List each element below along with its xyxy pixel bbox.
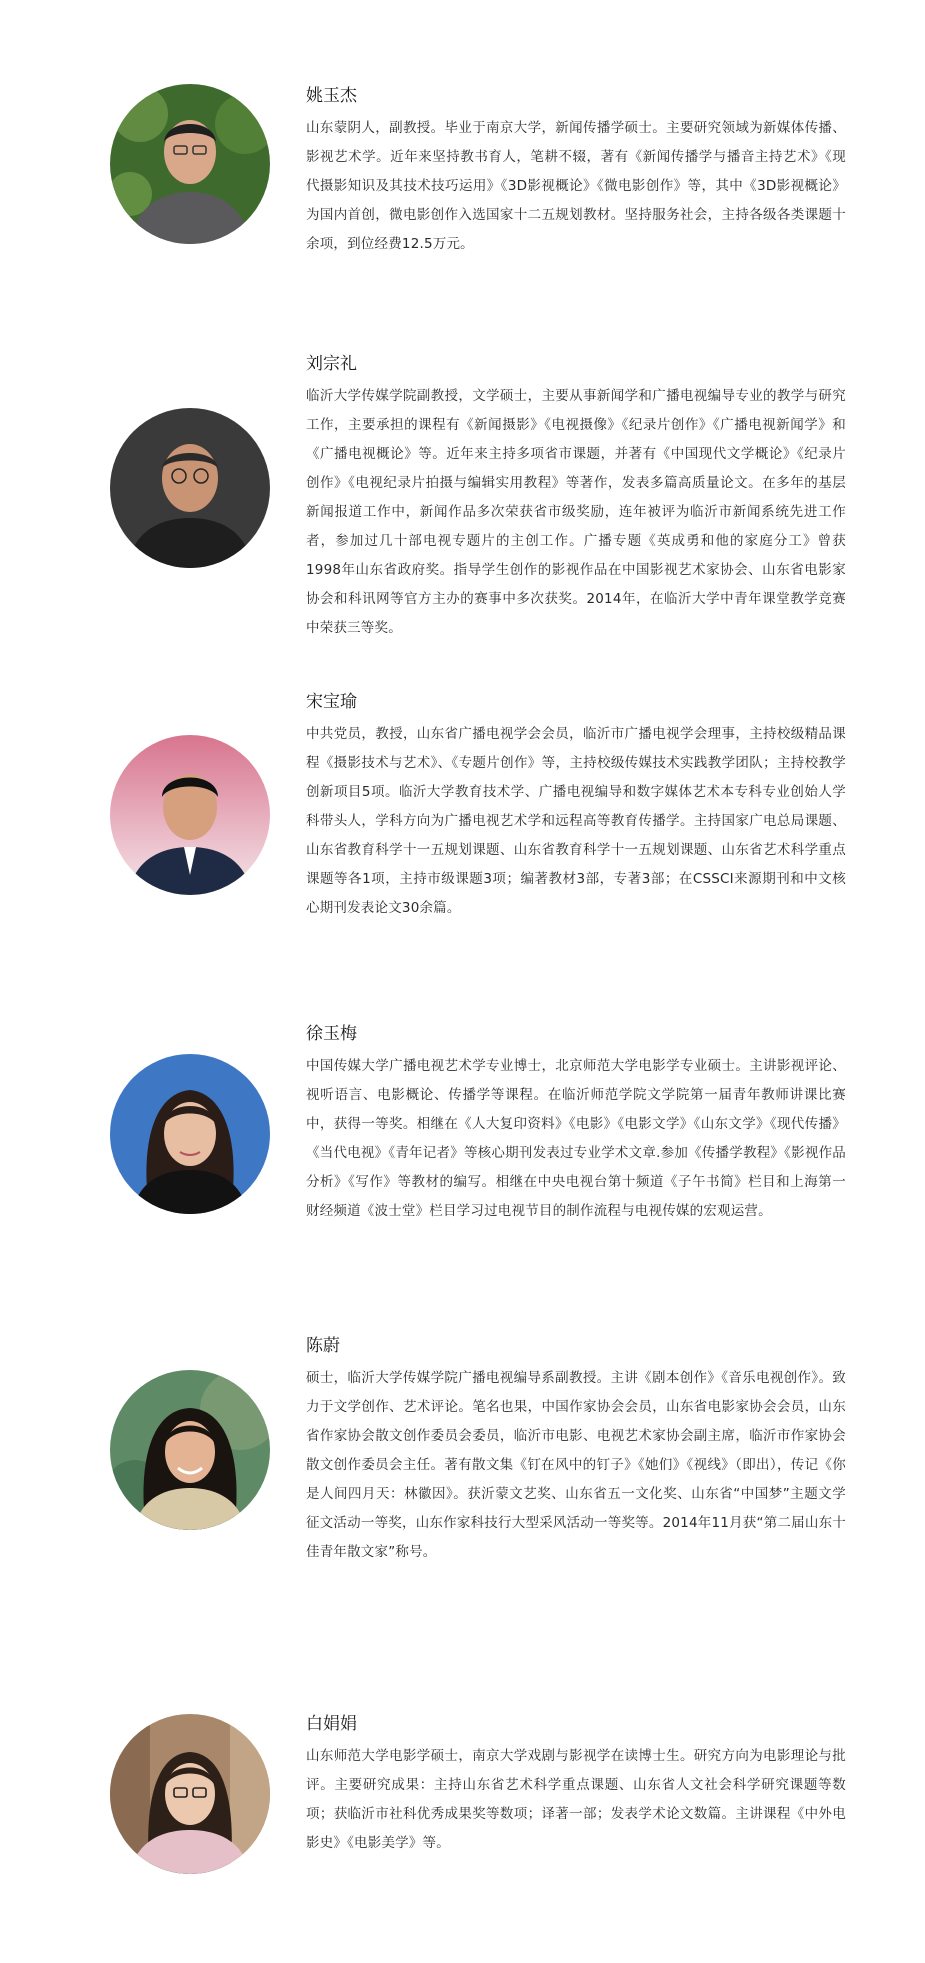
profile-bio: 硕士，临沂大学传媒学院广播电视编导系副教授。主讲《剧本创作》《音乐电视创作》。致力于文学创作、艺术评论。笔名也果，中国作家协会会员，山东省电影家协会会员，山东省作家协会散文创作委员会委员，临沂市电影、电视艺术家协会副主席，临沂市作家协会散文创作委员会主任。著有散文集《钉在风中的钉子》《她们》《视线》（即出），传记《你是人间四月天：林徽因》。获沂蒙文艺奖、山东省五一文化奖、山东省“中国梦”主题文学征文活动一等奖，山东作家科技行大型采风活动一等奖等。2014年11月获“第二届山东十佳青年散文家”称号。 (306, 1370, 846, 1560)
profile-bio: 中国传媒大学广播电视艺术学专业博士，北京师范大学电影学专业硕士。主讲影视评论、视听语言、电影概论、传播学等课程。在临沂师范学院文学院第一届青年教师讲课比赛中，获得一等奖。相继在《人大复印资料》《电影》《电影文学》《山东文学》《现代传播》《当代电视》《青年记者》等核心期刊发表过专业学术文章.参加《传播学教程》《影视作品分析》《写作》等教材的编写。相继在中央电视台第十频道《子午书简》栏目和上海第一财经频道《波士堂》栏目学习过电视节目的制作流程与电视传媒的宏观运营。 (306, 1058, 846, 1219)
person-portrait-icon (110, 735, 270, 895)
person-portrait-icon (110, 1714, 270, 1874)
profile-bio: 山东师范大学电影学硕士，南京大学戏剧与影视学在读博士生。研究方向为电影理论与批评。主要研究成果：主持山东省艺术科学重点课题、山东省人文社会科学研究课题等数项；获临沂市社科优秀成果奖等数项；译著一部；发表学术论文数篇。主讲课程《中外电影史》《电影美学》等。 (306, 1748, 846, 1851)
person-portrait-icon (110, 1370, 270, 1530)
profile-bio: 山东蒙阴人，副教授。毕业于南京大学，新闻传播学硕士。主要研究领域为新媒体传播、影视艺术学。近年来坚持教书育人，笔耕不辍，著有《新闻传播学与播音主持艺术》《现代摄影知识及其技术技巧运用》《3D影视概论》《微电影创作》等，其中《3D影视概论》为国内首创，微电影创作入选国家十二五规划教材。坚持服务社会，主持各级各类课题十余项，到位经费12.5万元。 (306, 120, 846, 252)
person-portrait-icon (110, 84, 270, 244)
profile-name: 陈蔚 (306, 1336, 340, 1356)
avatar (110, 84, 270, 244)
profile-name: 白娟娟 (306, 1714, 357, 1734)
avatar (110, 408, 270, 568)
profile-name: 姚玉杰 (306, 86, 357, 106)
avatar (110, 1714, 270, 1874)
person-portrait-icon (110, 408, 270, 568)
profile-bio: 临沂大学传媒学院副教授，文学硕士，主要从事新闻学和广播电视编导专业的教学与研究工作，主要承担的课程有《新闻摄影》《电视摄像》《纪录片创作》《广播电视新闻学》和《广播电视概论》等。近年来主持多项省市课题，并著有《中国现代文学概论》《纪录片创作》《电视纪录片拍摄与编辑实用教程》等著作，发表多篇高质量论文。在多年的基层新闻报道工作中，新闻作品多次荣获省市级奖励，连年被评为临沂市新闻系统先进工作者，参加过几十部电视专题片的主创工作。广播专题《英成勇和他的家庭分工》曾获1998年山东省政府奖。指导学生创作的影视作品在中国影视艺术家协会、山东省电影家协会和科讯网等官方主办的赛事中多次获奖。2014年，在临沂大学中青年课堂教学竞赛中荣获三等奖。 (306, 388, 846, 636)
profile-name: 宋宝瑜 (306, 692, 357, 712)
person-portrait-icon (110, 1054, 270, 1214)
avatar (110, 1370, 270, 1530)
profile-name: 徐玉梅 (306, 1024, 357, 1044)
avatar (110, 1054, 270, 1214)
profile-bio: 中共党员，教授，山东省广播电视学会会员，临沂市广播电视学会理事，主持校级精品课程《摄影技术与艺术》、《专题片创作》等，主持校级传媒技术实践教学团队；主持校教学创新项目5项。临沂大学教育技术学、广播电视编导和数字媒体艺术本专科专业创始人学科带头人，学科方向为广播电视艺术学和远程高等教育传播学。主持国家广电总局课题、山东省教育科学十一五规划课题、山东省教育科学十一五规划课题、山东省艺术科学重点课题等各1项，主持市级课题3项；编著教材3部，专著3部；在CSSCI来源期刊和中文核心期刊发表论文30余篇。 (306, 726, 846, 916)
profile-name: 刘宗礼 (306, 354, 357, 374)
avatar (110, 735, 270, 895)
